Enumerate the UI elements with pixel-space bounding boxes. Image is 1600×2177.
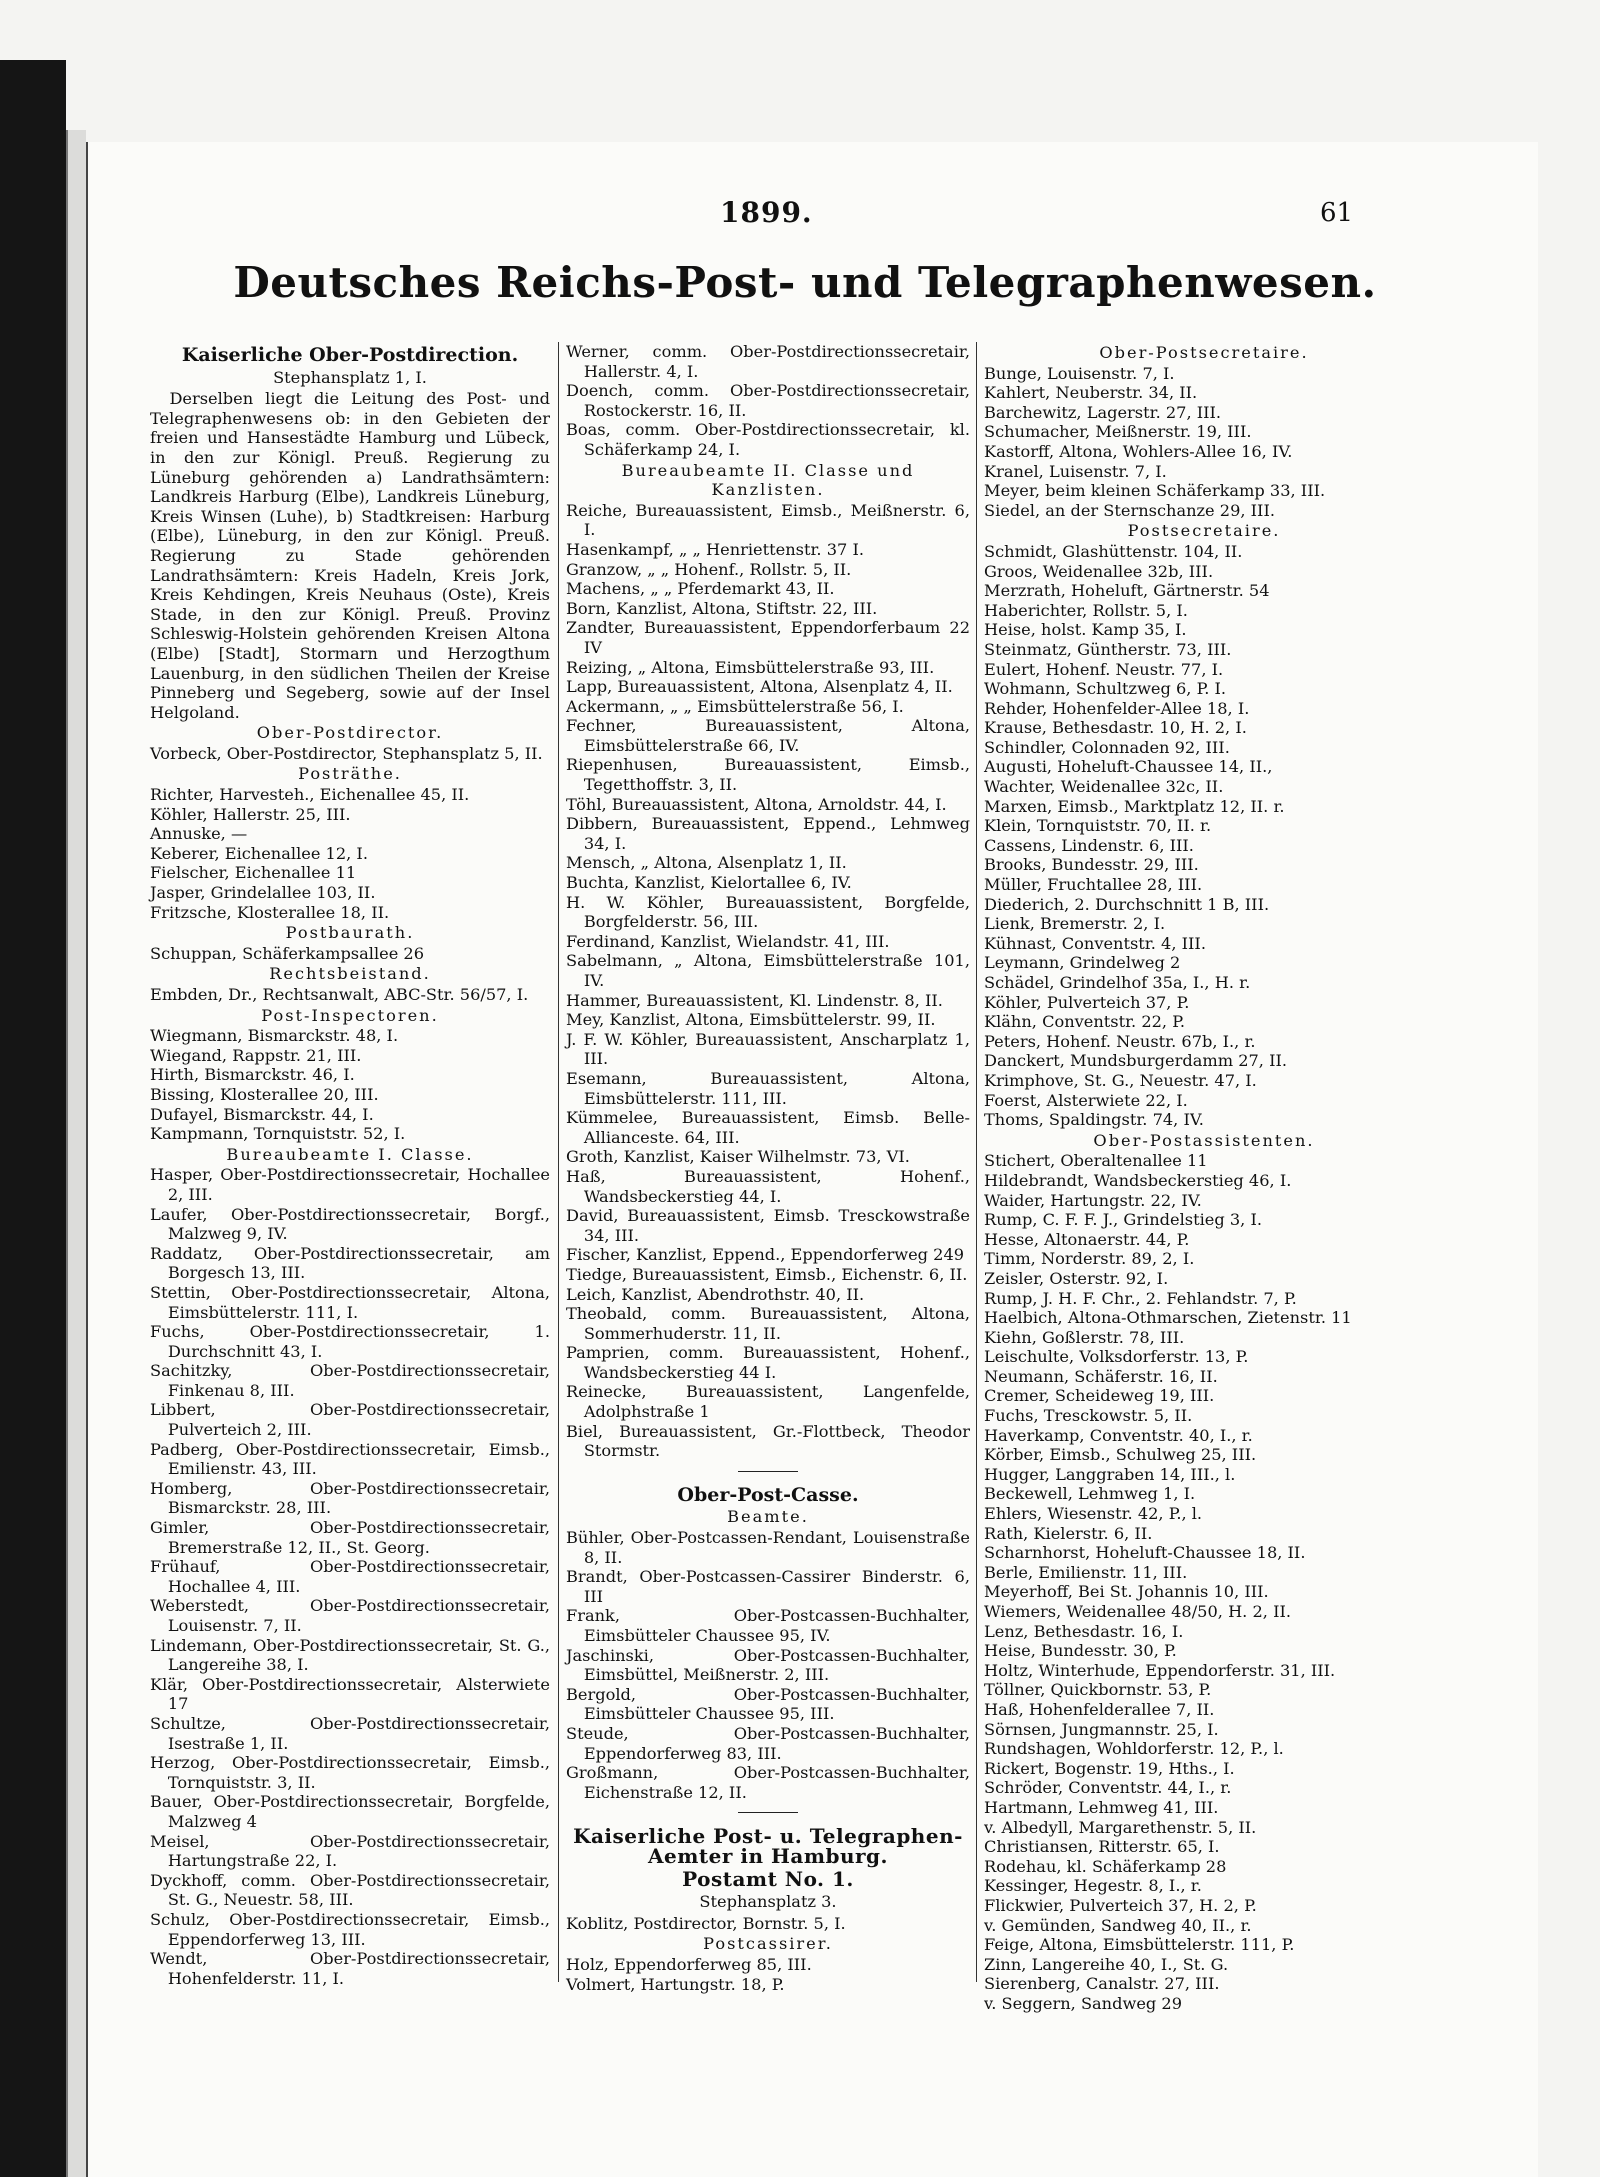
directory-entry: Hugger, Langgraben 14, III., l. bbox=[984, 1464, 1236, 1484]
directory-entry: Holz, Eppendorferweg 85, III. bbox=[566, 1954, 812, 1974]
directory-entry: Augusti, Hoheluft-Chaussee 14, II., bbox=[984, 757, 1273, 777]
directory-entry: Born, Kanzlist, Altona, Stiftstr. 22, III. bbox=[566, 598, 878, 618]
book-spine bbox=[0, 60, 66, 2177]
directory-entry: Holtz, Winterhude, Eppendorferstr. 31, III. bbox=[984, 1660, 1336, 1680]
entry-list bbox=[566, 1955, 970, 1994]
directory-entry: Mensch, „ Altona, Alsenplatz 1, II. bbox=[566, 853, 847, 873]
directory-entry: Ackermann, „ „ Eimsbüttelerstraße 56, I. bbox=[566, 696, 904, 716]
directory-entry: Fuchs, Ober-Postdirectionssecretair, 1. Durchschnitt 43, I. bbox=[150, 1322, 550, 1361]
directory-entry: Hasenkampf, „ „ Henriettenstr. 37 I. bbox=[566, 539, 864, 559]
directory-entry: Schultze, Ober-Postdirectionssecretair, Isestraße 1, II. bbox=[150, 1713, 550, 1753]
directory-entry: Fielscher, Eichenallee 11 bbox=[150, 863, 357, 883]
directory-entry: Waider, Hartungstr. 22, IV. bbox=[984, 1190, 1202, 1210]
directory-entry: Dyckhoff, comm. Ober-Postdirectionssecretair, St. G., Neuestr. 58, III. bbox=[150, 1870, 550, 1910]
directory-entry: Danckert, Mundsburgerdamm 27, II. bbox=[984, 1051, 1288, 1071]
directory-entry: Mey, Kanzlist, Altona, Eimsbüttelerstr. 99, II. bbox=[566, 1010, 936, 1030]
entry-list bbox=[566, 1914, 970, 1934]
column-1 bbox=[150, 342, 550, 1992]
directory-entry: H. W. Köhler, Bureauassistent, Borgfelde, Borgfelderstr. 56, III. bbox=[566, 892, 970, 932]
directory-entry: Schulz, Ober-Postdirectionssecretair, Eimsb., Eppendorferweg 13, III. bbox=[150, 1909, 550, 1949]
directory-entry: v. Seggern, Sandweg 29 bbox=[984, 1993, 1183, 2013]
page-year: 1899. bbox=[720, 196, 813, 229]
directory-entry: Beckewell, Lehmweg 1, I. bbox=[984, 1484, 1196, 1504]
directory-entry: Reiche, Bureauassistent, Eimsb., Meißnerstr. 6, I. bbox=[566, 500, 970, 540]
directory-entry: Schuppan, Schäferkampsallee 26 bbox=[150, 943, 425, 963]
directory-entry: v. Albedyll, Margarethenstr. 5, II. bbox=[984, 1817, 1257, 1837]
directory-entry: Hasper, Ober-Postdirectionssecretair, Hochallee 2, III. bbox=[150, 1165, 550, 1204]
directory-entry: Rump, J. H. F. Chr., 2. Fehlandstr. 7, P. bbox=[984, 1288, 1297, 1308]
section-address: Stephansplatz 1, I. bbox=[273, 367, 427, 387]
directory-entry: Meisel, Ober-Postdirectionssecretair, Hartungstraße 22, I. bbox=[150, 1831, 550, 1871]
directory-entry: Klähn, Conventstr. 22, P. bbox=[984, 1012, 1185, 1032]
directory-entry: Schädel, Grindelhof 35a, I., H. r. bbox=[984, 973, 1251, 992]
directory-entry: Flickwier, Pulverteich 37, H. 2, P. bbox=[984, 1895, 1257, 1915]
subsection-heading: Rechtsbeistand. bbox=[269, 964, 431, 984]
directory-entry: Schumacher, Meißnerstr. 19, III. bbox=[984, 422, 1252, 442]
directory-entry: Hildebrandt, Wandsbeckerstieg 46, I. bbox=[984, 1170, 1292, 1190]
directory-entry: Rundshagen, Wohldorferstr. 12, P., l. bbox=[984, 1739, 1284, 1759]
directory-entry: Marxen, Eimsb., Marktplatz 12, II. r. bbox=[984, 796, 1285, 816]
subsection-heading: Bureaubeamte II. Classe und Kanzlisten. bbox=[621, 460, 915, 500]
directory-entry: Krimphove, St. G., Neuestr. 47, I. bbox=[984, 1070, 1257, 1090]
directory-entry: Siedel, an der Sternschanze 29, III. bbox=[984, 500, 1275, 520]
directory-entry: Stichert, Oberaltenallee 11 bbox=[984, 1151, 1208, 1171]
page-title: Deutsches Reichs-Post- und Telegraphenwesen. bbox=[233, 258, 1377, 307]
subsection-heading: Post-Inspectoren. bbox=[261, 1005, 439, 1025]
directory-entry: Köhler, Hallerstr. 25, III. bbox=[150, 804, 351, 824]
subsection-heading: Postbaurath. bbox=[285, 923, 415, 943]
directory-entry: Scharnhorst, Hoheluft-Chaussee 18, II. bbox=[984, 1543, 1306, 1563]
directory-entry: Kampmann, Tornquiststr. 52, I. bbox=[150, 1124, 406, 1144]
entry-list bbox=[150, 944, 550, 964]
directory-entry: Sabelmann, „ Altona, Eimsbüttelerstraße 101, IV. bbox=[566, 951, 970, 990]
directory-entry: Libbert, Ober-Postdirectionssecretair, Pulverteich 2, III. bbox=[150, 1400, 550, 1440]
directory-entry: Rodehau, kl. Schäferkamp 28 bbox=[984, 1856, 1227, 1876]
directory-entry: Leymann, Grindelweg 2 bbox=[984, 953, 1181, 973]
directory-entry: Leich, Kanzlist, Abendrothstr. 40, II. bbox=[566, 1284, 865, 1304]
separator-rule bbox=[738, 1812, 798, 1813]
directory-entry: David, Bureauassistent, Eimsb. Tresckowstraße 34, III. bbox=[566, 1206, 970, 1245]
column-3 bbox=[984, 342, 1424, 2013]
directory-entry: Tiedge, Bureauassistent, Eimsb., Eichenstr. 6, II. bbox=[566, 1264, 968, 1284]
directory-entry: Hammer, Bureauassistent, Kl. Lindenstr. 8, II. bbox=[566, 990, 943, 1010]
directory-entry: Machens, „ „ Pferdemarkt 43, II. bbox=[566, 579, 835, 599]
subsection-heading: Ober-Postassistenten. bbox=[1093, 1130, 1315, 1150]
directory-entry: Töllner, Quickbornstr. 53, P. bbox=[984, 1680, 1212, 1700]
directory-entry: Diederich, 2. Durchschnitt 1 B, III. bbox=[984, 894, 1270, 914]
directory-entry: Riepenhusen, Bureauassistent, Eimsb., Tegetthoffstr. 3, II. bbox=[566, 755, 970, 795]
directory-entry: Hartmann, Lehmweg 41, III. bbox=[984, 1797, 1219, 1817]
directory-entry: Raddatz, Ober-Postdirectionssecretair, am Borgesch 13, III. bbox=[150, 1243, 550, 1283]
directory-entry: Groos, Weidenallee 32b, III. bbox=[984, 561, 1214, 581]
separator-rule bbox=[738, 1471, 798, 1472]
directory-entry: Frühauf, Ober-Postdirectionssecretair, Hochallee 4, III. bbox=[150, 1557, 550, 1596]
entry-list bbox=[984, 542, 1424, 1130]
directory-entry: Annuske, — bbox=[150, 824, 248, 844]
directory-entry: Köhler, Pulverteich 37, P. bbox=[984, 992, 1190, 1012]
directory-entry: Müller, Fruchtallee 28, III. bbox=[984, 875, 1203, 895]
directory-entry: Haß, Hohenfelderallee 7, II. bbox=[984, 1699, 1215, 1719]
directory-entry: Kiehn, Goßlerstr. 78, III. bbox=[984, 1327, 1185, 1347]
directory-entry: Reizing, „ Altona, Eimsbüttelerstraße 93, III. bbox=[566, 657, 935, 677]
directory-entry: Haelbich, Altona-Othmarschen, Zietenstr. 11 bbox=[984, 1308, 1352, 1328]
directory-entry: Kranel, Luisenstr. 7, I. bbox=[984, 461, 1167, 481]
directory-entry: Rehder, Hohenfelder-Allee 18, I. bbox=[984, 698, 1250, 718]
directory-entry: Meyerhoff, Bei St. Johannis 10, III. bbox=[984, 1582, 1269, 1602]
directory-entry: Stettin, Ober-Postdirectionssecretair, Altona, Eimsbüttelerstr. 111, I. bbox=[150, 1282, 550, 1322]
previous-page-edge bbox=[66, 130, 86, 2177]
section-heading: Kaiserliche Ober-Postdirection. bbox=[181, 344, 519, 366]
directory-entry: Esemann, Bureauassistent, Altona, Eimsbüttelerstr. 111, III. bbox=[566, 1068, 970, 1108]
directory-entry: Wiegmann, Bismarckstr. 48, I. bbox=[150, 1026, 399, 1046]
directory-entry: Steinmatz, Güntherstr. 73, III. bbox=[984, 639, 1232, 659]
entry-list bbox=[984, 1151, 1424, 2013]
postamt-address: Stephansplatz 3. bbox=[699, 1892, 837, 1912]
directory-entry: Laufer, Ober-Postdirectionssecretair, Borgf., Malzweg 9, IV. bbox=[150, 1204, 550, 1244]
subsection-heading: Postcassirer. bbox=[703, 1934, 833, 1954]
directory-entry: Boas, comm. Ober-Postdirectionssecretair, kl. Schäferkamp 24, I. bbox=[566, 420, 970, 459]
directory-entry: Richter, Harvesteh., Eichenallee 45, II. bbox=[150, 785, 470, 805]
directory-entry: Merzrath, Hoheluft, Gärtnerstr. 54 bbox=[984, 581, 1270, 601]
directory-entry: Reinecke, Bureauassistent, Langenfelde, Adolphstraße 1 bbox=[566, 1382, 970, 1422]
directory-entry: Sachitzky, Ober-Postdirectionssecretair, Finkenau 8, III. bbox=[150, 1361, 550, 1400]
section-heading: Kaiserliche Post- u. Telegraphen-Aemter in Hamburg. bbox=[573, 1824, 963, 1868]
directory-entry: Dufayel, Bismarckstr. 44, I. bbox=[150, 1104, 374, 1124]
subsection-heading: Posträthe. bbox=[298, 764, 402, 784]
directory-entry: Cremer, Scheideweg 19, III. bbox=[984, 1386, 1215, 1406]
entry-list bbox=[150, 985, 550, 1005]
directory-entry: Haverkamp, Conventstr. 40, I., r. bbox=[984, 1425, 1253, 1445]
directory-entry: Kümmelee, Bureauassistent, Eimsb. Belle-Allianceste. 64, III. bbox=[566, 1108, 970, 1147]
directory-entry: Theobald, comm. Bureauassistent, Altona, Sommerhuderstr. 11, II. bbox=[566, 1304, 970, 1343]
entry-list bbox=[984, 364, 1424, 521]
directory-entry: Schindler, Colonnaden 92, III. bbox=[984, 737, 1230, 757]
column-divider bbox=[558, 342, 559, 1982]
directory-entry: Wohmann, Schultzweg 6, P. I. bbox=[984, 679, 1227, 699]
directory-entry: Weberstedt, Ober-Postdirectionssecretair, Louisenstr. 7, II. bbox=[150, 1596, 550, 1635]
directory-entry: Haß, Bureauassistent, Hohenf., Wandsbeckerstieg 44, I. bbox=[566, 1166, 970, 1206]
directory-entry: Wendt, Ober-Postdirectionssecretair, Hohenfelderstr. 11, I. bbox=[150, 1949, 550, 1988]
directory-entry: Bühler, Ober-Postcassen-Rendant, Louisenstraße 8, II. bbox=[566, 1528, 970, 1567]
subsection-heading: Beamte. bbox=[727, 1507, 809, 1527]
directory-entry: Kastorff, Altona, Wohlers-Allee 16, IV. bbox=[984, 441, 1293, 461]
directory-entry: Schröder, Conventstr. 44, I., r. bbox=[984, 1778, 1232, 1798]
directory-entry: Brandt, Ober-Postcassen-Cassirer Binderstr. 6, III bbox=[566, 1567, 970, 1606]
directory-entry: Kessinger, Hegestr. 8, I., r. bbox=[984, 1876, 1202, 1896]
directory-entry: Vorbeck, Ober-Postdirector, Stephansplatz 5, II. bbox=[150, 743, 543, 763]
directory-entry: v. Gemünden, Sandweg 40, II., r. bbox=[984, 1915, 1252, 1935]
directory-entry: Wachter, Weidenallee 32c, II. bbox=[984, 777, 1224, 797]
directory-entry: Haberichter, Rollstr. 5, I. bbox=[984, 600, 1188, 620]
directory-entry: Schmidt, Glashüttenstr. 104, II. bbox=[984, 541, 1243, 561]
directory-entry: Wiemers, Weidenallee 48/50, H. 2, II. bbox=[984, 1602, 1292, 1621]
directory-entry: Padberg, Ober-Postdirectionssecretair, Eimsb., Emilienstr. 43, III. bbox=[150, 1439, 550, 1479]
section-heading: Ober-Post-Casse. bbox=[677, 1483, 859, 1506]
directory-entry: Frank, Ober-Postcassen-Buchhalter, Eimsbütteler Chaussee 95, IV. bbox=[566, 1606, 970, 1645]
directory-entry: Doench, comm. Ober-Postdirectionssecretair, Rostockerstr. 16, II. bbox=[566, 381, 970, 420]
directory-entry: Rump, C. F. F. J., Grindelstieg 3, I. bbox=[984, 1210, 1262, 1230]
directory-entry: Kahlert, Neuberstr. 34, II. bbox=[984, 383, 1198, 403]
directory-entry: Buchta, Kanzlist, Kielortallee 6, IV. bbox=[566, 873, 852, 893]
directory-entry: Hesse, Altonaerstr. 44, P. bbox=[984, 1229, 1190, 1249]
directory-entry: Hirth, Bismarckstr. 46, I. bbox=[150, 1065, 355, 1085]
column-2 bbox=[566, 342, 970, 1992]
directory-entry: Bunge, Louisenstr. 7, I. bbox=[984, 363, 1175, 383]
directory-entry: Brooks, Bundesstr. 29, III. bbox=[984, 855, 1199, 875]
directory-entry: Foerst, Alsterwiete 22, I. bbox=[984, 1090, 1188, 1110]
directory-entry: Kühnast, Conventstr. 4, III. bbox=[984, 933, 1206, 953]
entry-list bbox=[566, 501, 970, 1461]
directory-entry: Zandter, Bureauassistent, Eppendorferbaum 22 IV bbox=[566, 618, 970, 657]
entry-list bbox=[150, 785, 550, 922]
directory-entry: Großmann, Ober-Postcassen-Buchhalter, Eichenstraße 12, II. bbox=[566, 1763, 970, 1802]
directory-entry: Granzow, „ „ Hohenf., Rollstr. 5, II. bbox=[566, 559, 852, 579]
subsection-heading: Ober-Postsecretaire. bbox=[1099, 343, 1309, 362]
directory-entry: Lapp, Bureauassistent, Altona, Alsenplatz 4, II. bbox=[566, 677, 953, 697]
column-divider bbox=[976, 342, 977, 1982]
directory-entry: Fechner, Bureauassistent, Altona, Eimsbüttelerstraße 66, IV. bbox=[566, 716, 970, 755]
directory-entry: Bergold, Ober-Postcassen-Buchhalter, Eimsbütteler Chaussee 95, III. bbox=[566, 1684, 970, 1724]
directory-entry: Fritzsche, Klosterallee 18, II. bbox=[150, 902, 390, 922]
directory-entry: Bauer, Ober-Postdirectionssecretair, Borgfelde, Malzweg 4 bbox=[150, 1792, 550, 1831]
directory-entry: Klär, Ober-Postdirectionssecretair, Alsterwiete 17 bbox=[150, 1674, 550, 1714]
directory-entry: Lienk, Bremerstr. 2, I. bbox=[984, 914, 1166, 934]
entry-list bbox=[566, 342, 970, 460]
directory-entry: Embden, Dr., Rechtsanwalt, ABC-Str. 56/57, I. bbox=[150, 985, 529, 1004]
directory-entry: Thoms, Spaldingstr. 74, IV. bbox=[984, 1110, 1204, 1130]
directory-entry: Rickert, Bogenstr. 19, Hths., I. bbox=[984, 1758, 1235, 1778]
postamt-heading: Postamt No. 1. bbox=[682, 1866, 854, 1891]
directory-entry: Leischulte, Volksdorferstr. 13, P. bbox=[984, 1347, 1249, 1367]
directory-entry: Zinn, Langereihe 40, I., St. G. bbox=[984, 1954, 1229, 1974]
entry-list bbox=[150, 1165, 550, 1988]
directory-entry: Lindemann, Ober-Postdirectionssecretair, St. G., Langereihe 38, I. bbox=[150, 1635, 550, 1675]
directory-entry: Volmert, Hartungstr. 18, P. bbox=[566, 1974, 785, 1994]
subsection-heading: Postsecretaire. bbox=[1127, 521, 1281, 541]
subsection-heading: Ober-Postdirector. bbox=[256, 723, 444, 743]
directory-entry: Körber, Eimsb., Schulweg 25, III. bbox=[984, 1445, 1257, 1465]
directory-entry: Ehlers, Wiesenstr. 42, P., l. bbox=[984, 1504, 1203, 1524]
directory-entry: Barchewitz, Lagerstr. 27, III. bbox=[984, 402, 1222, 422]
directory-entry: Koblitz, Postdirector, Bornstr. 5, I. bbox=[566, 1913, 846, 1933]
directory-entry: Meyer, beim kleinen Schäferkamp 33, III. bbox=[984, 481, 1326, 501]
directory-entry: Berle, Emilienstr. 11, III. bbox=[984, 1562, 1188, 1582]
directory-entry: Groth, Kanzlist, Kaiser Wilhelmstr. 73, VI. bbox=[566, 1147, 910, 1167]
directory-entry: Peters, Hohenf. Neustr. 67b, I., r. bbox=[984, 1031, 1256, 1051]
directory-entry: Timm, Norderstr. 89, 2, I. bbox=[984, 1249, 1195, 1269]
directory-entry: Eulert, Hohenf. Neustr. 77, I. bbox=[984, 659, 1224, 679]
directory-entry: Heise, holst. Kamp 35, I. bbox=[984, 620, 1187, 640]
entry-list bbox=[566, 1528, 970, 1802]
entry-list bbox=[150, 744, 550, 764]
directory-entry: Wiegand, Rappstr. 21, III. bbox=[150, 1045, 362, 1065]
directory-entry: Fischer, Kanzlist, Eppend., Eppendorferweg 249 bbox=[566, 1245, 965, 1265]
directory-entry: Feige, Altona, Eimsbüttelerstr. 111, P. bbox=[984, 1935, 1295, 1955]
directory-entry: Biel, Bureauassistent, Gr.-Flottbeck, Theodor Stormstr. bbox=[566, 1421, 970, 1461]
directory-entry: Cassens, Lindenstr. 6, III. bbox=[984, 835, 1194, 855]
directory-entry: Pamprien, comm. Bureauassistent, Hohenf., Wandsbeckerstieg 44 I. bbox=[566, 1343, 970, 1382]
directory-entry: Heise, Bundesstr. 30, P. bbox=[984, 1641, 1177, 1661]
page-number: 61 bbox=[1320, 198, 1354, 228]
directory-entry: Keberer, Eichenallee 12, I. bbox=[150, 843, 368, 863]
directory-entry: Rath, Kielerstr. 6, II. bbox=[984, 1523, 1153, 1543]
directory-entry: Christiansen, Ritterstr. 65, I. bbox=[984, 1837, 1220, 1857]
directory-entry: J. F. W. Köhler, Bureauassistent, Anscharplatz 1, III. bbox=[566, 1029, 970, 1069]
directory-entry: Ferdinand, Kanzlist, Wielandstr. 41, III. bbox=[566, 931, 890, 951]
subsection-heading: Bureaubeamte I. Classe. bbox=[226, 1144, 474, 1164]
directory-entry: Gimler, Ober-Postdirectionssecretair, Bremerstraße 12, II., St. Georg. bbox=[150, 1518, 550, 1557]
directory-entry: Bissing, Klosterallee 20, III. bbox=[150, 1084, 379, 1104]
directory-entry: Krause, Bethesdastr. 10, H. 2, I. bbox=[984, 718, 1247, 738]
directory-entry: Fuchs, Tresckowstr. 5, II. bbox=[984, 1406, 1193, 1426]
directory-entry: Sierenberg, Canalstr. 27, III. bbox=[984, 1974, 1220, 1994]
directory-entry: Töhl, Bureauassistent, Altona, Arnoldstr. 44, I. bbox=[566, 794, 947, 814]
directory-entry: Homberg, Ober-Postdirectionssecretair, Bismarckstr. 28, III. bbox=[150, 1478, 550, 1518]
directory-entry: Jaschinski, Ober-Postcassen-Buchhalter, Eimsbüttel, Meißnerstr. 2, III. bbox=[566, 1645, 970, 1685]
directory-entry: Zeisler, Osterstr. 92, I. bbox=[984, 1268, 1169, 1288]
entry-list bbox=[150, 1026, 550, 1144]
directory-entry: Dibbern, Bureauassistent, Eppend., Lehmweg 34, I. bbox=[566, 814, 970, 853]
directory-entry: Lenz, Bethesdastr. 16, I. bbox=[984, 1621, 1184, 1641]
directory-entry: Herzog, Ober-Postdirectionssecretair, Eimsb., Tornquiststr. 3, II. bbox=[150, 1753, 550, 1792]
directory-entry: Neumann, Schäferstr. 16, II. bbox=[984, 1366, 1218, 1386]
directory-entry: Jasper, Grindelallee 103, II. bbox=[150, 883, 376, 903]
directory-entry: Klein, Tornquiststr. 70, II. r. bbox=[984, 816, 1212, 836]
directory-entry: Sörnsen, Jungmannstr. 25, I. bbox=[984, 1719, 1219, 1739]
directory-entry: Werner, comm. Ober-Postdirectionssecretair, Hallerstr. 4, I. bbox=[566, 342, 970, 381]
intro-paragraph: Derselben liegt die Leitung des Post- und Telegraphenwesens ob: in den Gebieten der freien und Hansestädte Hamburg und Lübeck, in den zur Königl. Preuß. Regierung zu Lüneburg gehörenden a) Landrathsämtern: Landkreis Harburg (Elbe), Landkreis Lüneburg, Kreis Winsen (Luhe), b) Stadtkreisen: Harburg (Elbe), Lüneburg, in den zur Königl. Preuß. Regierung zu Stade gehörenden Landrathsämtern: Kreis Hadeln, Kreis Jork, Kreis Kehdingen, Kreis Neuhaus (Oste), Kreis Stade, in den zur Königl. Preuß. Provinz Schleswig-Holstein gehörenden Kreisen Altona (Elbe) [Stadt], Stormarn und Herzogthum Lauenburg, in den südlichen Theilen der Kreise Pinneberg und Segeberg, sowie auf der Insel Helgoland. bbox=[150, 389, 550, 722]
directory-entry: Steude, Ober-Postcassen-Buchhalter, Eppendorferweg 83, III. bbox=[566, 1723, 970, 1763]
